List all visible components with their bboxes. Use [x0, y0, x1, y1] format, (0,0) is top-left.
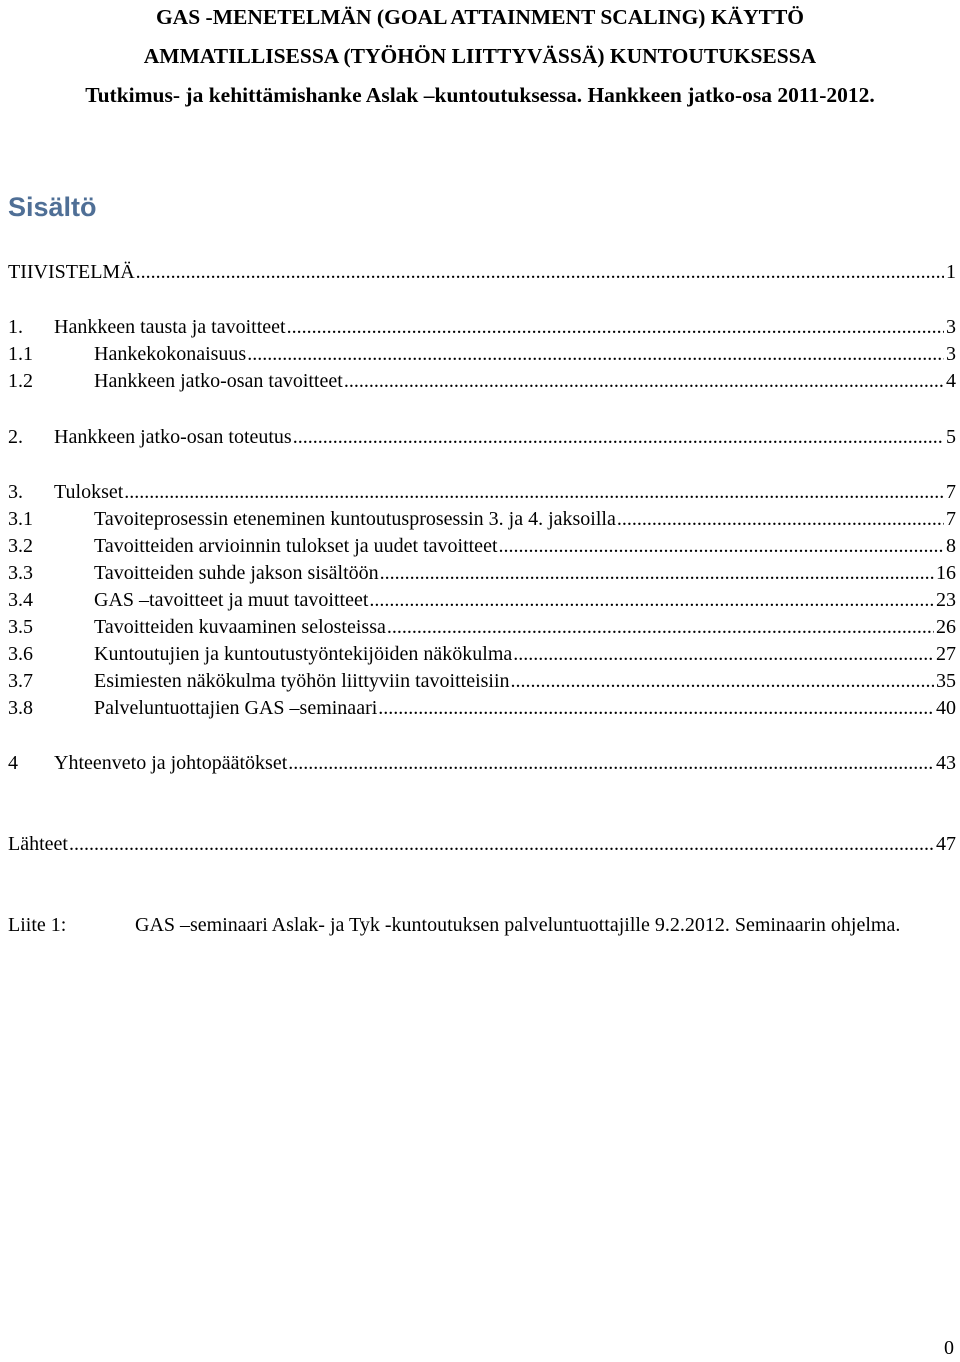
toc-entry-4[interactable]: [8, 750, 956, 776]
toc-entry-page: 8: [946, 535, 956, 557]
toc-entry-page: 5: [946, 426, 956, 448]
toc-entry-label: Lähteet: [8, 833, 68, 855]
toc-leader-dots: [617, 506, 944, 532]
toc-entry-3-5[interactable]: [8, 614, 956, 640]
toc-entry-number: 3.5: [8, 616, 33, 638]
toc-entry-number: 3.3: [8, 562, 33, 584]
toc-entry-3-4[interactable]: [8, 587, 956, 613]
toc-entry-label: Tavoitteiden kuvaaminen selosteissa: [94, 616, 386, 638]
toc-entry-number: 4: [8, 752, 18, 774]
toc-entry-label: Tavoitteiden arvioinnin tulokset ja uudet tavoitteet: [94, 535, 498, 557]
toc-entry-page: 43: [936, 752, 956, 774]
toc-entry-label: Hankekokonaisuus: [94, 343, 247, 365]
page-number: 0: [944, 1337, 954, 1359]
toc-entry-page: 3: [946, 316, 956, 338]
toc-entry-page: 1: [946, 261, 956, 283]
toc-leader-dots: [293, 424, 944, 450]
toc-entry-lahteet[interactable]: [8, 831, 956, 857]
toc-entry-page: 23: [936, 589, 956, 611]
document-title-line-1: GAS -MENETELMÄN (GOAL ATTAINMENT SCALING) KÄYTTÖ: [155, 5, 805, 29]
toc-entry-number: 3.7: [8, 670, 33, 692]
toc-entry-page: 40: [936, 697, 956, 719]
toc-entry-label: Kuntoutujien ja kuntoutustyöntekijöiden näkökulma: [94, 643, 513, 665]
toc-entry-3-2[interactable]: [8, 533, 956, 559]
toc-entry-number: 3.4: [8, 589, 33, 611]
toc-entry-label: GAS –tavoitteet ja muut tavoitteet: [94, 589, 369, 611]
toc-entry-3-8[interactable]: [8, 695, 956, 721]
toc-entry-page: 7: [946, 508, 956, 530]
toc-leader-dots: [287, 314, 944, 340]
toc-leader-dots: [247, 341, 944, 367]
toc-entry-1-1[interactable]: [8, 341, 956, 367]
toc-entry-label: Esimiesten näkökulma työhön liittyviin tavoitteisiin: [94, 670, 510, 692]
toc-entry-number: 3.: [8, 481, 23, 503]
toc-leader-dots: [378, 695, 934, 721]
toc-entry-3-7[interactable]: [8, 668, 956, 694]
toc-entry-page: 7: [946, 481, 956, 503]
toc-entry-3-3[interactable]: [8, 560, 956, 586]
toc-entry-number: 2.: [8, 426, 23, 448]
document-title-line-2: AMMATILLISESSA (TYÖHÖN LIITTYVÄSSÄ) KUNTOUTUKSESSA: [143, 44, 817, 68]
toc-leader-dots: [380, 560, 934, 586]
toc-entry-label: Tulokset: [54, 481, 124, 503]
toc-entry-label: Tavoiteprosessin eteneminen kuntoutusprosessin 3. ja 4. jaksoilla: [94, 508, 616, 530]
toc-entry-page: 27: [936, 643, 956, 665]
toc-leader-dots: [288, 750, 934, 776]
toc-entry-page: 4: [946, 370, 956, 392]
appendix-label: Liite 1:: [8, 914, 67, 936]
toc-entry-number: 1.2: [8, 370, 33, 392]
toc-entry-3-6[interactable]: [8, 641, 956, 667]
toc-leader-dots: [124, 479, 944, 505]
toc-entry-tiivistelma[interactable]: [8, 259, 956, 285]
toc-entry-number: 3.2: [8, 535, 33, 557]
toc-entry-1[interactable]: [8, 314, 956, 340]
toc-entry-1-2[interactable]: [8, 368, 956, 394]
toc-entry-label: Hankkeen jatko-osan toteutus: [54, 426, 292, 448]
toc-entry-3[interactable]: [8, 479, 956, 505]
toc-entry-number: 3.8: [8, 697, 33, 719]
toc-entry-page: 3: [946, 343, 956, 365]
toc-entry-label: Tavoitteiden suhde jakson sisältöön: [94, 562, 379, 584]
toc-leader-dots: [69, 831, 934, 857]
toc-leader-dots: [513, 641, 934, 667]
toc-leader-dots: [499, 533, 945, 559]
toc-heading: Sisältö: [8, 192, 97, 222]
appendix-text: GAS –seminaari Aslak- ja Tyk -kuntoutuksen palveluntuottajille 9.2.2012. Seminaarin ohjelma.: [135, 914, 901, 936]
toc-entry-number: 3.1: [8, 508, 33, 530]
document-title-line-3: Tutkimus- ja kehittämishanke Aslak –kuntoutuksessa. Hankkeen jatko-osa 2011-2012.: [85, 83, 875, 107]
toc-leader-dots: [344, 368, 944, 394]
toc-entry-page: 26: [936, 616, 956, 638]
toc-entry-page: 35: [936, 670, 956, 692]
toc-entry-label: Hankkeen jatko-osan tavoitteet: [94, 370, 343, 392]
toc-entry-label: Palveluntuottajien GAS –seminaari: [94, 697, 378, 719]
toc-entry-2[interactable]: [8, 424, 956, 450]
toc-leader-dots: [387, 614, 934, 640]
toc-entry-label: Hankkeen tausta ja tavoitteet: [54, 316, 286, 338]
toc-leader-dots: [136, 259, 944, 285]
toc-entry-3-1[interactable]: [8, 506, 956, 532]
toc-entry-number: 1.: [8, 316, 23, 338]
toc-leader-dots: [511, 668, 934, 694]
toc-leader-dots: [369, 587, 934, 613]
toc-entry-number: 1.1: [8, 343, 33, 365]
toc-entry-page: 47: [936, 833, 956, 855]
toc-entry-label: TIIVISTELMÄ: [8, 261, 135, 283]
toc-entry-label: Yhteenveto ja johtopäätökset: [54, 752, 288, 774]
toc-entry-page: 16: [936, 562, 956, 584]
toc-entry-number: 3.6: [8, 643, 33, 665]
